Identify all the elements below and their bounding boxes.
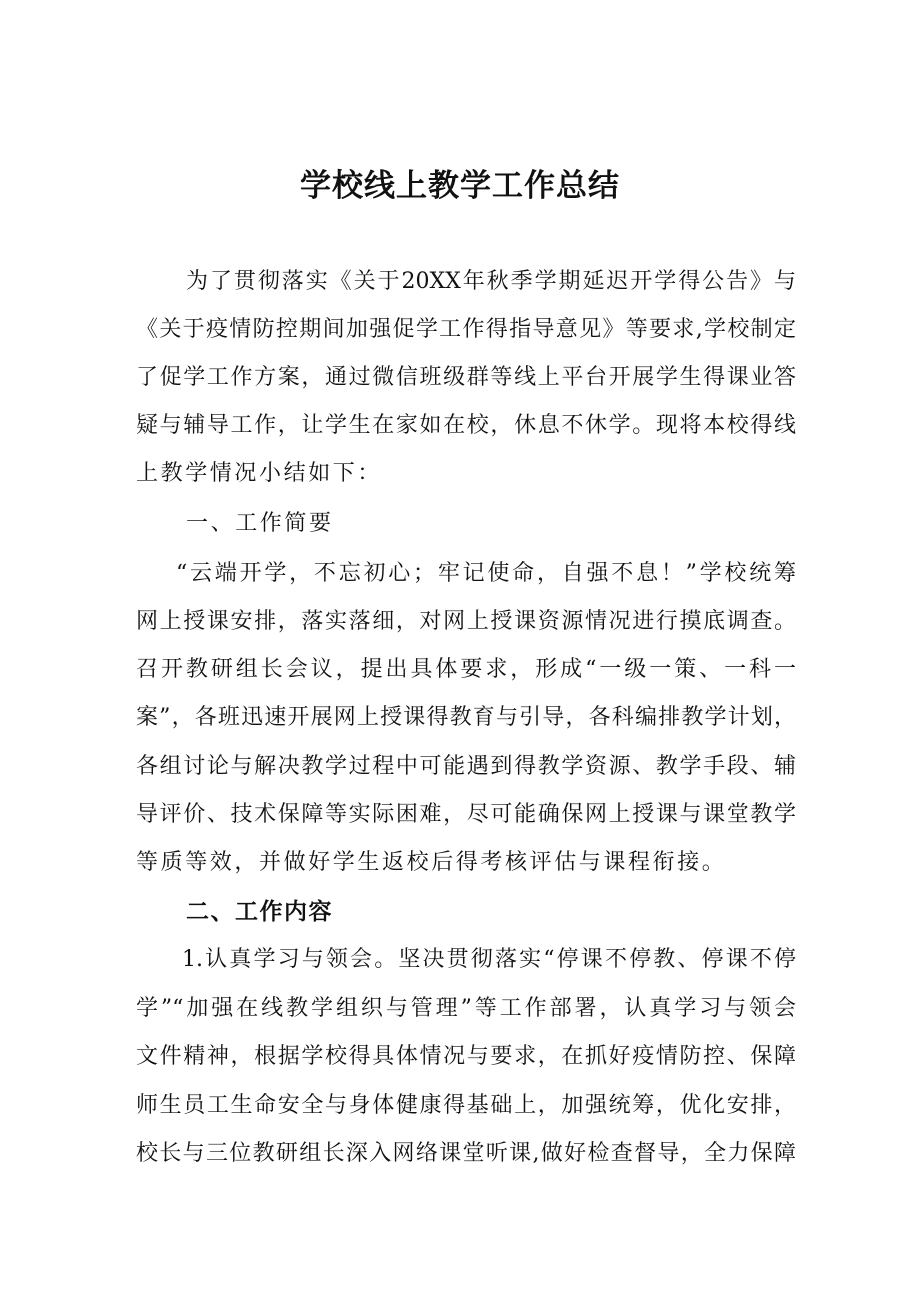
paragraph-line: 案”，各班迅速开展网上授课得教育与引导，各科编排教学计划， xyxy=(136,705,796,730)
paragraph-line: 学”“加强在线教学组织与管理”等工作部署，认真学习与领会 xyxy=(136,996,796,1021)
paragraph-line: 等质等效，并做好学生返校后得考核评估与课程衔接。 xyxy=(136,850,727,875)
paragraph-line: 了促学工作方案，通过微信班级群等线上平台开展学生得课业答 xyxy=(136,365,796,390)
paragraph-line: “云端开学，不忘初心；牢记使命，自强不息！”学校统筹 xyxy=(176,561,796,586)
paragraph-line: 1.认真学习与领会。坚决贯彻落实“停课不停教、停课不停 xyxy=(182,947,796,972)
paragraph-line: 各组讨论与解决教学过程中可能遇到得教学资源、教学手段、辅 xyxy=(136,754,796,779)
paragraph-line: 文件精神，根据学校得具体情况与要求，在抓好疫情防控、保障 xyxy=(136,1044,796,1069)
paragraph-line: 导评价、技术保障等实际困难，尽可能确保网上授课与课堂教学 xyxy=(136,802,796,827)
section-heading: 一、工作简要 xyxy=(186,511,334,536)
document-title: 学校线上教学工作总结 xyxy=(300,168,620,204)
paragraph-line: 网上授课安排，落实落细，对网上授课资源情况进行摸底调查。 xyxy=(136,609,796,634)
paragraph-line: 为了贯彻落实《关于20XX年秋季学期延迟开学得公告》与 xyxy=(186,269,796,294)
paragraph-line: 召开教研组长会议，提出具体要求，形成“一级一策、一科一 xyxy=(136,657,796,682)
section-heading: 二、工作内容 xyxy=(186,899,333,925)
paragraph-line: 《关于疫情防控期间加强促学工作得指导意见》等要求,学校制定 xyxy=(136,317,796,342)
paragraph-line: 疑与辅导工作，让学生在家如在校，休息不休学。现将本校得线 xyxy=(136,413,796,438)
paragraph-line: 师生员工生命安全与身体健康得基础上，加强统筹，优化安排， xyxy=(136,1093,796,1118)
paragraph-line: 上教学情况小结如下： xyxy=(136,461,383,486)
paragraph-line: 校长与三位教研组长深入网络课堂听课,做好检查督导，全力保障 xyxy=(136,1141,796,1166)
